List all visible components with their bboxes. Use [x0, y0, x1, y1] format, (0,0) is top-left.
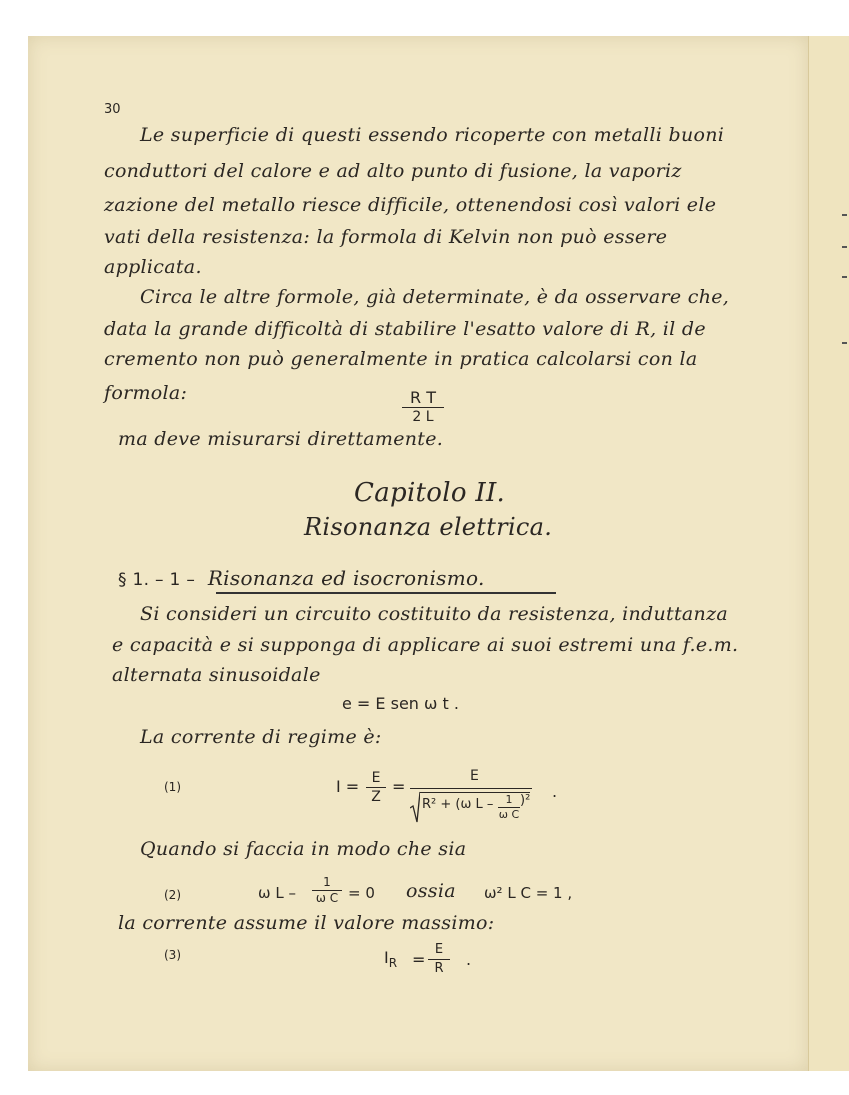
eq3-lhs: [384, 948, 397, 970]
emf-equation: e = E sen ω t .: [342, 694, 459, 713]
eq3-equals: =: [412, 950, 426, 969]
text-line: vati della resistenza: la formola di Kelvin non può essere: [104, 226, 668, 248]
sqrt-overline: [420, 792, 530, 793]
text-line: Si consideri un circuito costituito da resistenza, induttanza: [140, 603, 729, 625]
text-line: applicata.: [104, 256, 202, 278]
section-heading: [118, 566, 485, 590]
fraction-bar: [428, 959, 450, 960]
fraction-denominator: R: [434, 961, 444, 977]
eq2-ossia: ossia: [406, 880, 456, 902]
eq2-part2: = 0: [348, 884, 375, 902]
fraction-numerator: E: [371, 770, 381, 786]
formula-denominator: 2 L: [412, 409, 434, 426]
text-line: data la grande difficoltà di stabilire l'esatto valore di R, il de: [104, 318, 706, 340]
text-line: e capacità e si supponga di applicare ai suoi estremi una f.e.m.: [112, 634, 739, 656]
text-line: ma deve misurarsi direttamente.: [118, 428, 444, 450]
eq2-fraction: [312, 876, 342, 905]
eq1-end: .: [552, 782, 558, 801]
section-title: Risonanza ed isocronismo.: [207, 566, 485, 590]
eq3-fraction: [428, 942, 450, 977]
fraction-denominator: ω C: [498, 808, 520, 822]
fraction-numerator: 1: [323, 875, 331, 889]
fraction-denominator: Z: [371, 789, 381, 806]
text-line: alternata sinusoidale: [112, 664, 321, 686]
eq1-lhs: I =: [336, 777, 360, 796]
equation-number: (2): [164, 888, 181, 902]
eq1-numerator: E: [470, 768, 479, 784]
fraction-numerator: E: [434, 942, 444, 957]
fraction-bar: [402, 407, 444, 408]
equation-number: (3): [164, 948, 181, 962]
formula-numerator: R T: [410, 388, 436, 407]
sqrt-close: )²: [520, 793, 531, 808]
fraction-bar: [410, 788, 532, 789]
section-number: § 1. – 1 –: [118, 570, 196, 590]
page-number: 30: [104, 102, 121, 117]
text-line: Quando si faccia in modo che sia: [140, 838, 467, 860]
chapter-subtitle: Risonanza elettrica.: [304, 513, 553, 541]
eq3-subscript: R: [388, 956, 398, 971]
text-line: cremento non può generalmente in pratica calcolarsi con la: [104, 348, 698, 370]
fraction-bar: [366, 787, 386, 788]
eq1-fraction-EZ: [366, 770, 386, 805]
text-line: la corrente assume il valore massimo:: [118, 912, 495, 934]
edge-mark: [842, 276, 847, 278]
equation-number: (1): [164, 780, 181, 794]
text-line: formola:: [104, 382, 188, 404]
next-page-edge: [808, 36, 849, 1071]
eq2-part3: ω² L C = 1 ,: [484, 884, 573, 902]
inner-fraction: [498, 794, 520, 821]
text-line: Le superficie di questi essendo ricoperte con metalli buoni: [140, 124, 725, 146]
fraction-numerator: 1: [505, 793, 513, 806]
decrement-formula: [402, 390, 444, 425]
edge-mark: [842, 214, 847, 216]
text-line: conduttori del calore e ad alto punto di fusione, la vaporiz: [104, 160, 682, 182]
text-line: zazione del metallo riesce difficile, ottenendosi così valori ele: [104, 194, 717, 216]
sqrt-sign: [410, 790, 420, 824]
edge-mark: [842, 246, 847, 248]
section-underline: [216, 592, 556, 594]
text-line: Circa le altre formole, già determinate, è da osservare che,: [140, 286, 730, 308]
edge-mark: [842, 342, 847, 344]
eq3-I: I: [384, 948, 389, 967]
sqrt-content: R² + (ω L –: [422, 797, 494, 812]
eq2-part1: ω L –: [258, 884, 296, 902]
fraction-denominator: ω C: [315, 891, 339, 906]
eq1-equals: =: [392, 777, 406, 796]
chapter-title: Capitolo II.: [354, 478, 506, 508]
text-line: La corrente di regime è:: [140, 726, 382, 748]
eq3-end: .: [466, 950, 472, 969]
